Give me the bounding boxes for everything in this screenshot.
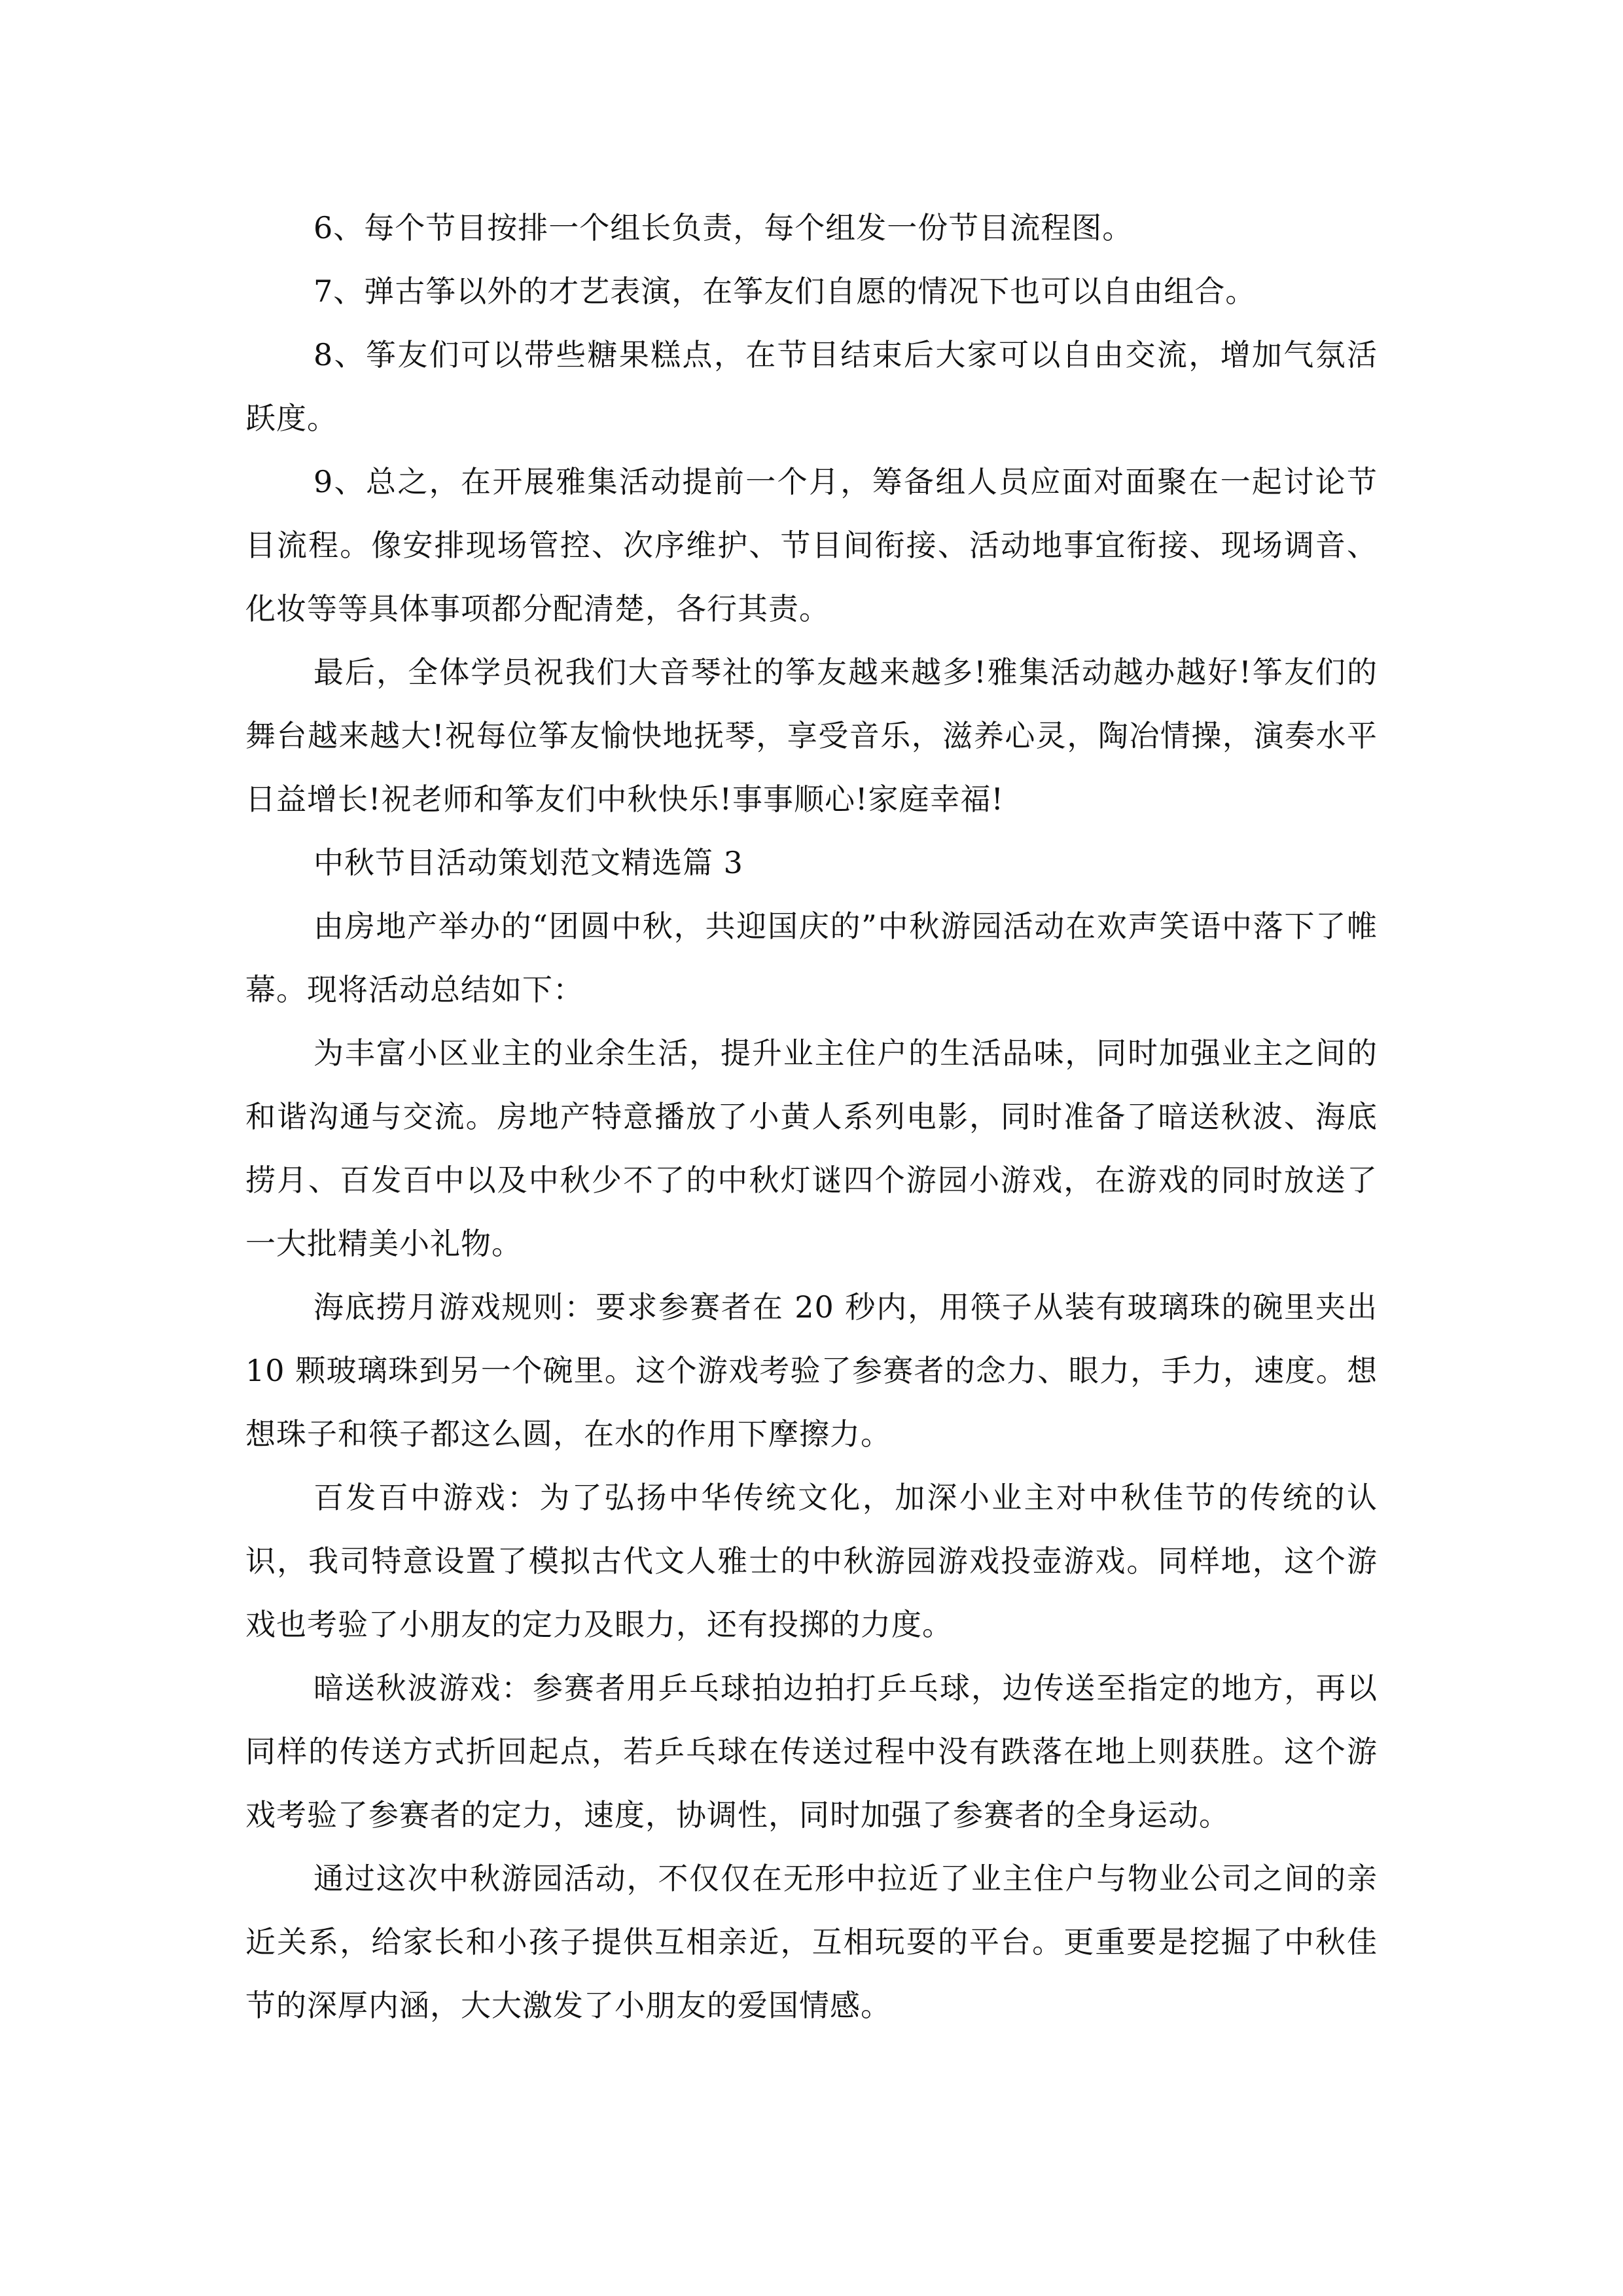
game-rule-paragraph-baifabaizhong: 百发百中游戏：为了弘扬中华传统文化，加深小业主对中秋佳节的传统的认识，我司特意设置了模拟古代文人雅士的中秋游园游戏投壶游戏。同样地，这个游戏也考验了小朋友的定力及眼力，还有投掷的力度。 [245, 1480, 1378, 1642]
section-intro-paragraph: 由房地产举办的“团圆中秋，共迎国庆的”中秋游园活动在欢声笑语中落下了帷幕。现将活动总结如下： [245, 908, 1378, 1007]
paragraph-item-6: 6、每个节目按排一个组长负责，每个组发一份节目流程图。 [313, 210, 1133, 245]
paragraph-item-8: 8、筝友们可以带些糖果糕点，在节目结束后大家可以自由交流，增加气氛活跃度。 [245, 337, 1378, 436]
activity-overview-paragraph: 为丰富小区业主的业余生活，提升业主住户的生活品味，同时加强业主之间的和谐沟通与交流。房地产特意播放了小黄人系列电影，同时准备了暗送秋波、海底捞月、百发百中以及中秋少不了的中秋灯谜四个游园小游戏，在游戏的同时放送了一大批精美小礼物。 [245, 1035, 1378, 1261]
section-title: 中秋节目活动策划范文精选篇 3 [313, 845, 743, 880]
document-body [245, 196, 1378, 2037]
summary-paragraph: 通过这次中秋游园活动，不仅仅在无形中拉近了业主住户与物业公司之间的亲近关系，给家长和小孩子提供互相亲近，互相玩耍的平台。更重要是挖掘了中秋佳节的深厚内涵，大大激发了小朋友的爱国情感。 [245, 1861, 1378, 2023]
game-rule-paragraph-haidilaoyue: 海底捞月游戏规则：要求参赛者在 20 秒内，用筷子从装有玻璃珠的碗里夹出 10 颗玻璃珠到另一个碗里。这个游戏考验了参赛者的念力、眼力，手力，速度。想想珠子和筷子都这么圆，在水的作用下摩擦力。 [245, 1289, 1378, 1452]
paragraph-item-7: 7、弹古筝以外的才艺表演，在筝友们自愿的情况下也可以自由组合。 [313, 274, 1257, 309]
paragraph-item-9: 9、总之，在开展雅集活动提前一个月，筹备组人员应面对面聚在一起讨论节目流程。像安排现场管控、次序维护、节目间衔接、活动地事宜衔接、现场调音、化妆等等具体事项都分配清楚，各行其责。 [245, 464, 1378, 626]
closing-paragraph: 最后，全体学员祝我们大音琴社的筝友越来越多!雅集活动越办越好!筝友们的舞台越来越大!祝每位筝友愉快地抚琴，享受音乐，滋养心灵，陶冶情操，演奏水平日益增长!祝老师和筝友们中秋快乐!事事顺心!家庭幸福! [245, 655, 1378, 817]
game-rule-paragraph-ansongqiubo: 暗送秋波游戏：参赛者用乒乓球拍边拍打乒乓球，边传送至指定的地方，再以同样的传送方式折回起点，若乒乓球在传送过程中没有跌落在地上则获胜。这个游戏考验了参赛者的定力，速度，协调性，同时加强了参赛者的全身运动。 [245, 1670, 1378, 1833]
